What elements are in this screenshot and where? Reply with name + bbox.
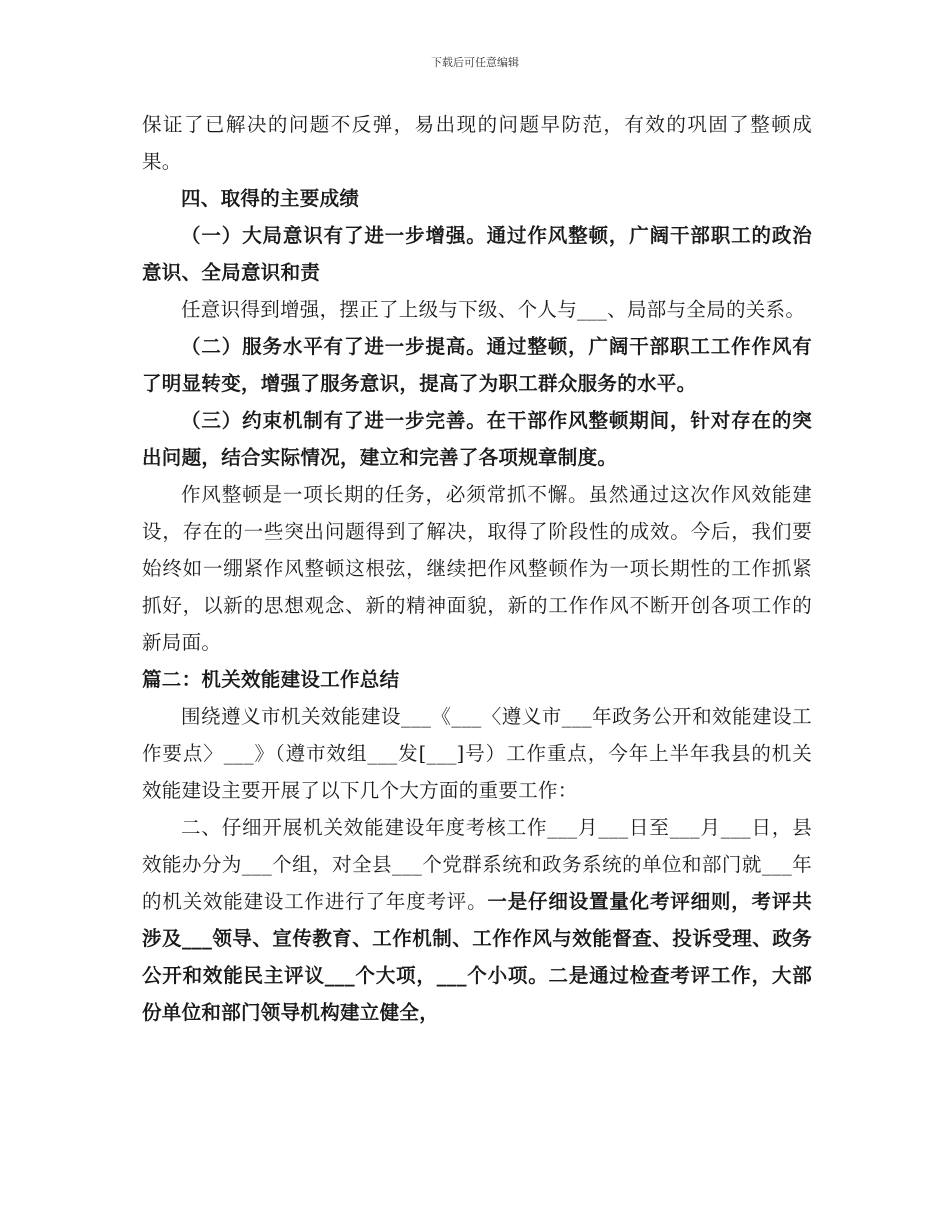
paragraph-continuation: 保证了已解决的问题不反弹，易出现的问题早防范，有效的巩固了整顿成果。 [142,113,812,173]
paragraph-assessment-bold: 一是仔细设置量化考评细则，考评共涉及___领导、宣传教育、工作机制、工作作风与效能督查、投诉受理、政务公开和效能民主评议___个大项，___个小项。二是通过检查考评工作，大部份单位和部门领导机构建立健全， [142,890,812,1024]
paragraph-assessment-text: 二、仔细开展机关效能建设年度考核工作___月___日至___月___日，县效能办分为___个组，对全县___个党群系统和政务系统的单位和部门就___年的机关效能建设工作进行了年度考评。 [142,816,812,913]
page-header: 下载后可任意编辑 [431,56,519,69]
document-body [142,106,812,1031]
paragraph-item-3: （三）约束机制有了进一步完善。在干部作风整顿期间，针对存在的突出问题，结合实际情况，建立和完善了各项规章制度。 [142,409,812,469]
article-title: 篇二：机关效能建设工作总结 [142,668,400,691]
paragraph-item-1-cont: 任意识得到增强，摆正了上级与下级、个人与___、局部与全局的关系。 [181,298,806,321]
paragraph-item-2: （二）服务水平有了进一步提高。通过整顿，广阔干部职工工作作风有了明显转变，增强了服务意识，提高了为职工群众服务的水平。 [142,335,812,395]
paragraph-conclusion: 作风整顿是一项长期的任务，必须常抓不懈。虽然通过这次作风效能建设，存在的一些突出问题得到了解决，取得了阶段性的成效。今后，我们要始终如一绷紧作风整顿这根弦，继续把作风整顿作为一项长期性的工作抓紧抓好，以新的思想观念、新的精神面貌，新的工作作风不断开创各项工作的新局面。 [142,483,812,654]
paragraph-intro: 围绕遵义市机关效能建设___《___〈遵义市___年政务公开和效能建设工作要点〉___》（遵市效组___发[___]号）工作重点，今年上半年我县的机关效能建设主要开展了以下几个大方面的重要工作： [142,705,812,802]
paragraph-assessment [142,809,812,1031]
section-heading-achievements: 四、取得的主要成绩 [181,187,360,210]
paragraph-item-1: （一）大局意识有了进一步增强。通过作风整顿，广阔干部职工的政治意识、全局意识和责 [142,224,812,284]
